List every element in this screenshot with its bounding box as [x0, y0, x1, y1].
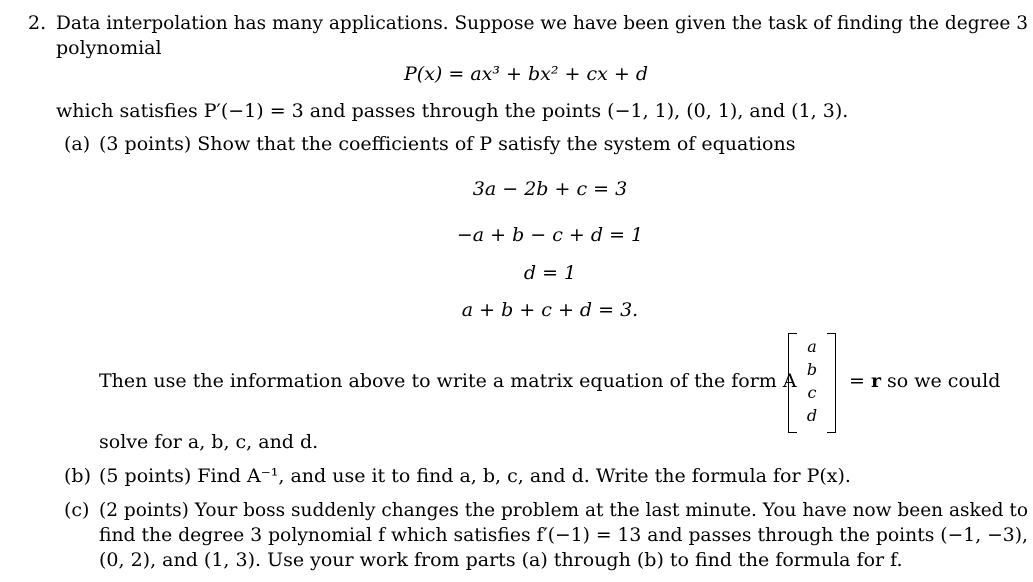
- part-b-text: (5 points) Find A⁻¹, and use it to find a, b, c, and d. Write the formula for P(x).: [99, 465, 851, 487]
- equation-1: 3a − 2b + c = 3: [472, 178, 628, 200]
- part-c-line-2: find the degree 3 polynomial f which satisfies f′(−1) = 13 and passes through the points (−1, −3),: [99, 524, 1028, 546]
- equation-4: a + b + c + d = 3.: [461, 299, 639, 321]
- matrix-text-before: Then use the information above to write a matrix equation of the form A: [99, 370, 797, 392]
- intro-line-2: polynomial: [56, 37, 162, 59]
- coefficient-vector: [788, 333, 836, 433]
- vector-entry-d: d: [806, 406, 818, 425]
- equation-2: −a + b − c + d = 1: [456, 224, 644, 246]
- vector-entries: [788, 335, 836, 427]
- equals-sign: =: [849, 370, 871, 392]
- vector-entry-a: a: [807, 337, 817, 356]
- part-c-line-3: (0, 2), and (1, 3). Use your work from parts (a) through (b) to find the formula for f.: [99, 549, 903, 571]
- part-a-label: (a): [64, 133, 91, 155]
- intro-line-1: Data interpolation has many applications. Suppose we have been given the task of finding the degree 3: [56, 12, 1028, 34]
- matrix-text-after: [849, 369, 1000, 393]
- problem-number: 2.: [28, 12, 47, 34]
- vector-entry-b: b: [806, 360, 818, 379]
- so-we-could: so we could: [880, 370, 1001, 392]
- part-c-label: (c): [64, 499, 90, 521]
- condition-line: which satisfies P′(−1) = 3 and passes through the points (−1, 1), (0, 1), and (1, 3).: [56, 100, 849, 122]
- r-vector: r: [870, 370, 881, 392]
- part-c-line-1: (2 points) Your boss suddenly changes the problem at the last minute. You have now been asked to: [99, 499, 1029, 521]
- solve-line: solve for a, b, c, and d.: [99, 431, 319, 453]
- part-b-label: (b): [64, 465, 91, 487]
- part-a-text: (3 points) Show that the coefficients of P satisfy the system of equations: [99, 133, 796, 155]
- equation-3: d = 1: [523, 262, 577, 284]
- polynomial-equation: P(x) = ax³ + bx² + cx + d: [404, 63, 648, 85]
- vector-entry-c: c: [807, 383, 817, 402]
